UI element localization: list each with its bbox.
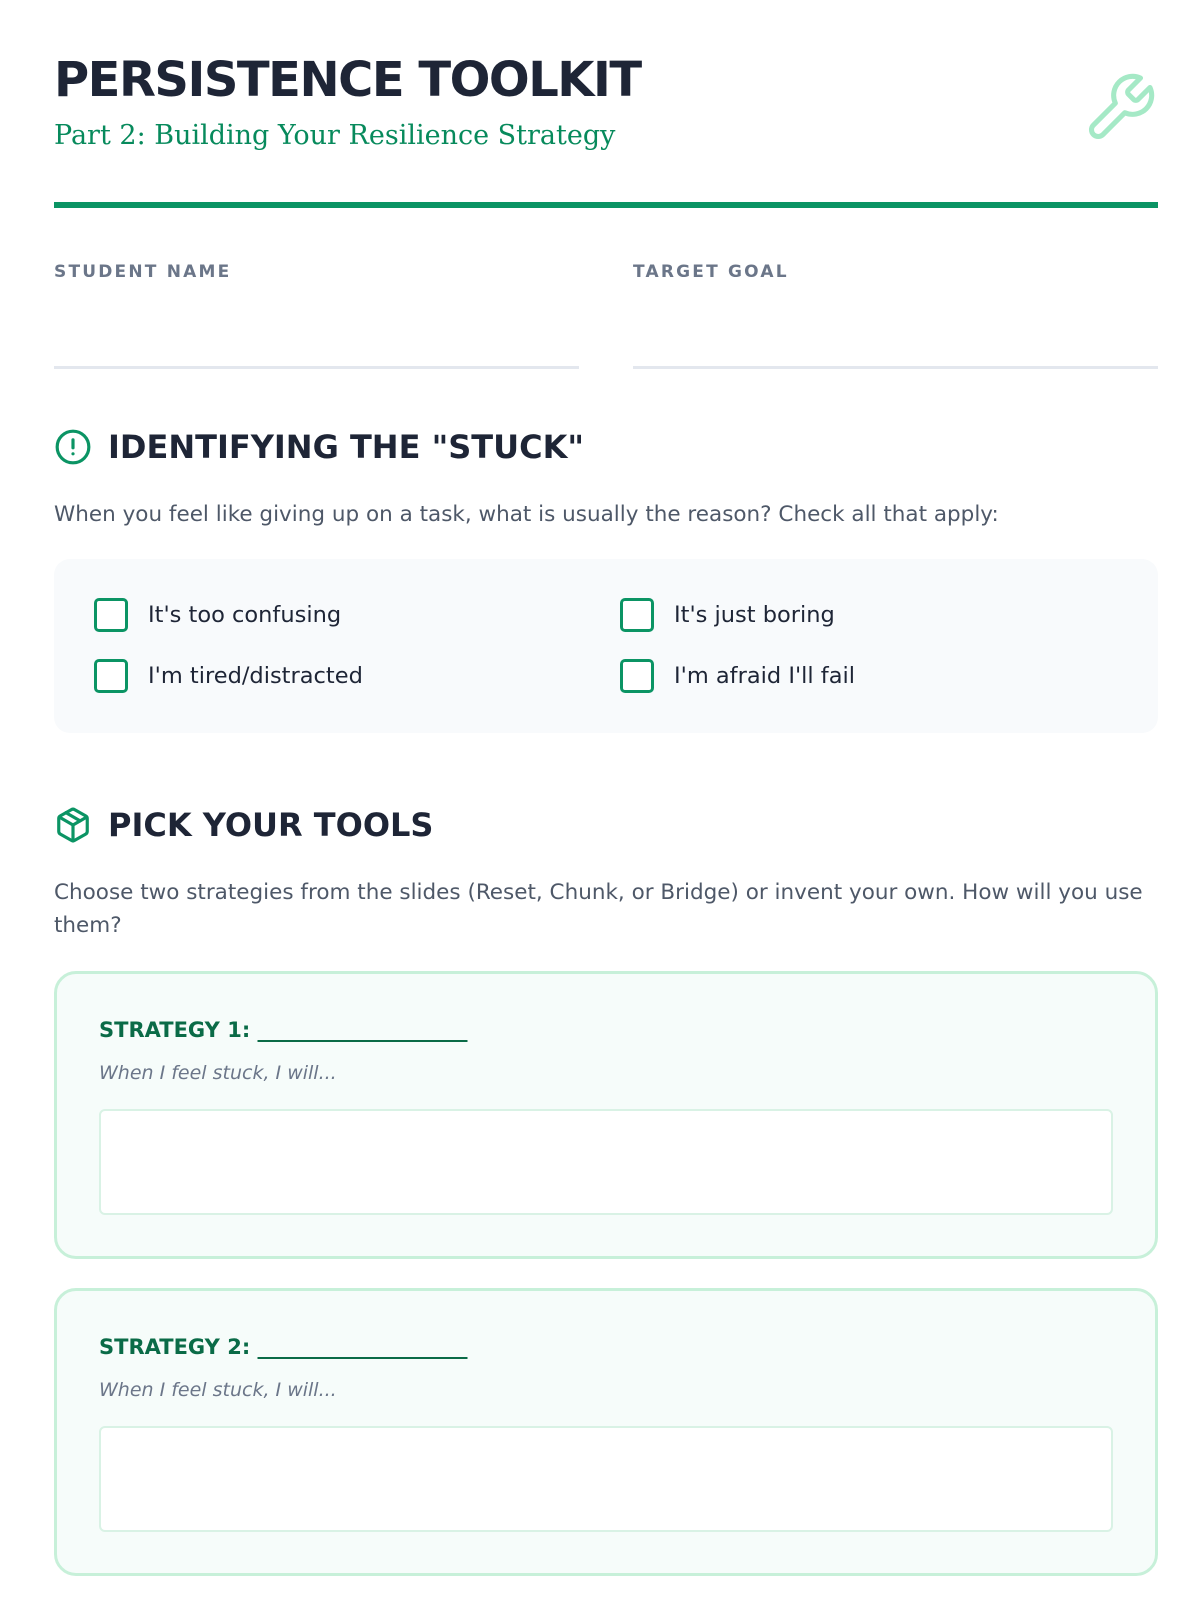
page-title: PERSISTENCE TOOLKIT	[54, 52, 641, 108]
strategy-card-2	[54, 1288, 1158, 1576]
student-info-fields	[54, 262, 1158, 372]
section-tools-heading	[54, 806, 433, 844]
target-goal-line[interactable]	[633, 366, 1158, 369]
target-goal-field[interactable]	[633, 262, 1158, 282]
student-name-field[interactable]	[54, 262, 579, 282]
checkbox-item-boring[interactable]	[620, 598, 835, 632]
checkbox-label: It's just boring	[674, 602, 835, 628]
student-name-label: STUDENT NAME	[54, 262, 232, 282]
student-name-line[interactable]	[54, 366, 579, 369]
strategy-title: STRATEGY 2: ____________________	[99, 1335, 468, 1359]
strategy-prompt: When I feel stuck, I will...	[99, 1062, 337, 1084]
checkbox[interactable]	[620, 659, 654, 693]
checkbox[interactable]	[620, 598, 654, 632]
section-stuck-intro: When you feel like giving up on a task, what is usually the reason? Check all that apply:	[54, 502, 999, 527]
header-divider	[54, 202, 1158, 208]
worksheet-header	[54, 0, 1158, 208]
target-goal-label: TARGET GOAL	[633, 262, 789, 282]
checkbox-label: I'm afraid I'll fail	[674, 663, 856, 689]
worksheet-page	[54, 0, 1158, 1401]
checkbox-item-tired[interactable]	[94, 659, 363, 693]
checkbox[interactable]	[94, 598, 128, 632]
alert-circle-icon	[54, 428, 92, 466]
section-stuck-title: IDENTIFYING THE "STUCK"	[108, 428, 585, 466]
strategy-answer-box[interactable]	[99, 1109, 1113, 1215]
wrench-icon	[1082, 70, 1158, 146]
strategy-prompt: When I feel stuck, I will...	[99, 1379, 337, 1401]
checkbox-label: It's too confusing	[148, 602, 342, 628]
checkbox-item-confusing[interactable]	[94, 598, 341, 632]
section-stuck-heading	[54, 428, 584, 466]
strategy-title: STRATEGY 1: ____________________	[99, 1018, 468, 1042]
checkbox-item-afraid[interactable]	[620, 659, 855, 693]
strategy-answer-box[interactable]	[99, 1426, 1113, 1532]
checkbox-label: I'm tired/distracted	[148, 663, 363, 689]
section-tools-intro: Choose two strategies from the slides (Reset, Chunk, or Bridge) or invent your own. How will you use them?	[54, 880, 1143, 938]
page-subtitle: Part 2: Building Your Resilience Strategy	[54, 120, 616, 151]
section-tools-title: PICK YOUR TOOLS	[108, 806, 434, 844]
box-icon	[54, 806, 92, 844]
stuck-reasons-checklist	[54, 559, 1158, 733]
checkbox[interactable]	[94, 659, 128, 693]
strategy-card-1	[54, 971, 1158, 1259]
